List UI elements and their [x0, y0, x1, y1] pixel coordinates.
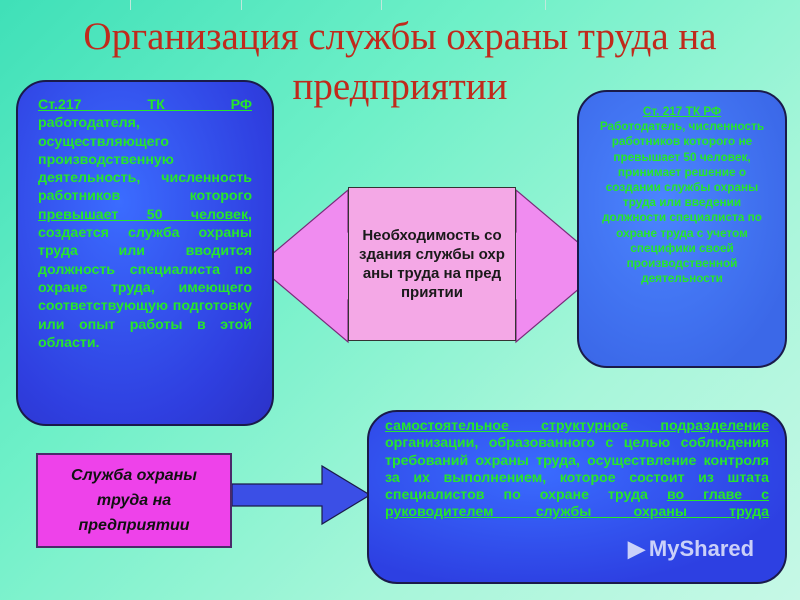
bottom-panel-text [385, 418, 769, 522]
left-text-part2: создается служба охраны труда или вводится должность специалиста по охране труда, имеющего соответствующую подготовку или опыт работы в этой области. [38, 225, 252, 351]
bottom-text-underlined2: во главе с руководителем службы охраны труда [385, 487, 769, 521]
right-panel-text [593, 104, 771, 286]
top-rule [130, 0, 546, 10]
left-panel-text [38, 96, 252, 352]
title-line-1: Организация службы охраны труда на [83, 15, 717, 58]
title-line-2: предприятии [292, 65, 508, 108]
watermark-text: MyShared [648, 536, 755, 561]
left-text-underlined: превышает 50 человек, [38, 206, 252, 223]
side-box-text: Служба охраны труда на предприятии [71, 467, 197, 534]
center-box-text: Необходимость создания службы охраны труда на предприятии [359, 227, 505, 301]
left-text-part1: работодателя, осуществляющего производственную деятельность, численность работников которого [38, 115, 252, 205]
play-icon: ▶ [628, 536, 645, 561]
bottom-text-underlined1: самостоятельное структурное подразделение [385, 418, 769, 434]
center-box-necessity [348, 187, 516, 341]
bottom-text-part1: организации, образованного с целью соблюдения требований охраны труда, осуществление контроля за их выполнением, которое состоит из штата специалистов по охране труда [385, 435, 769, 504]
right-panel-small-enterprise [577, 90, 787, 368]
right-law-ref: Ст. 217 ТК РФ [642, 104, 722, 118]
right-text: Работодатель, численность работников которого не превышает 50 человек, принимает решение о создании службы охраны труда или введении должности специалиста по охране труда с учетом специфики своей производственной деятельности [599, 119, 765, 286]
watermark-logo [628, 536, 754, 562]
side-box-ohs-service [36, 453, 232, 548]
connector-arrow-shape [232, 460, 372, 530]
left-panel-large-enterprise [16, 80, 274, 426]
left-law-ref: Ст.217 ТК РФ [38, 97, 252, 113]
